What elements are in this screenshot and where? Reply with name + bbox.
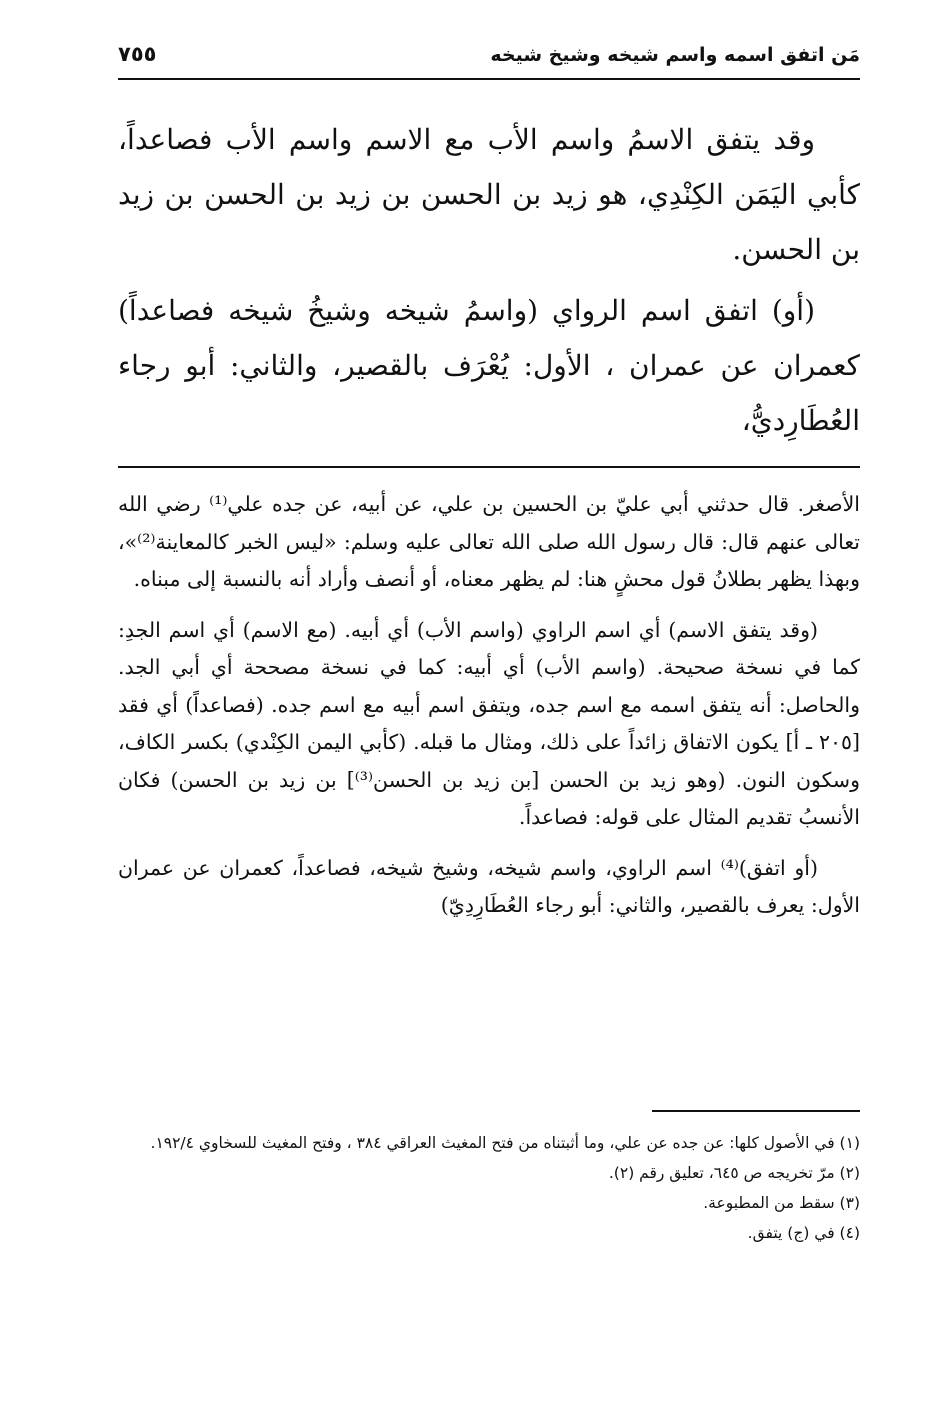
commentary-paragraph: الأصغر. قال حدثني أبي عليّ بن الحسين بن علي، عن أبيه، عن جده علي⁽¹⁾ رضي الله تعالى عنهم قال: قال رسول الله صلى الله تعالى عليه وسلم: «ليس الخبر كالمعاينة⁽²⁾»، وبهذا يظهر بطلانُ قول محشٍ هنا: لم يظهر معناه، أو أنصف وأراد أنه بالنسبة إلى مبناه. [118,492,860,591]
footnote: (٤) في (ج) يتفق. [747,1224,860,1242]
header-rule [118,78,860,80]
page-header [118,40,860,80]
footnote: (٢) مرّ تخريجه ص ٦٤٥، تعليق رقم (٢). [608,1164,860,1182]
main-text [118,112,860,448]
commentary-paragraph: (وقد يتفق الاسم) أي اسم الراوي (واسم الأب) أي أبيه. (مع الاسم) أي اسم الجدِ: كما في نسخة صحيحة. (واسم الأب) أي أبيه: كما في نسخة مصححة أي أبي الجد. والحاصل: أنه يتفق اسمه مع اسم جده، ويتفق اسم أبيه مع اسم جده. (فصاعداً) أي فقد [٢٠٥ ـ أ] يكون الاتفاق زائداً على ذلك، ومثال ما قبله. (كأبي اليمن الكِنْدي) بكسر الكاف، وسكون النون. (وهو زيد بن الحسن [بن زيد بن الحسن⁽³⁾] بن زيد بن الحسن) فكان الأنسبُ تقديم المثال على قوله: فصاعداً. [118,617,860,829]
page-number: ٧٥٥ [118,42,157,66]
footnote-divider [652,1110,860,1112]
main-text-paragraph: وقد يتفق الاسمُ واسم الأب مع الاسم واسم الأب فصاعداً، كأبي اليَمَن الكِنْدِي، هو زيد بن الحسن بن زيد بن الحسن بن زيد بن الحسن. [118,123,860,266]
running-title: مَن اتفق اسمه واسم شيخه وشيخ شيخه [490,44,860,66]
commentary-paragraph: (أو اتفق)⁽⁴⁾ اسم الراوي، واسم شيخه، وشيخ شيخه، فصاعداً، كعمران عن عمران الأول: يعرف بالقصير، والثاني: أبو رجاء العُطَارِدِيّ) [118,855,860,917]
footnote: (٣) سقط من المطبوعة. [703,1194,860,1212]
main-text-divider [118,466,860,468]
main-text-paragraph: (أو) اتفق اسم الرواي (واسمُ شيخه وشيخُ شيخه فصاعداً) كعمران عن عمران ، الأول: يُعْرَف بالقصير، والثاني: أبو رجاء العُطَارِديُّ، [118,294,860,437]
footnote: (١) في الأصول كلها: عن جده عن علي، وما أثبتناه من فتح المغيث العراقي ٣٨٤ ، وفتح المغيث للسخاوي ١٩٢/٤. [150,1134,860,1152]
footnotes [118,1128,860,1248]
commentary-text [118,486,860,925]
